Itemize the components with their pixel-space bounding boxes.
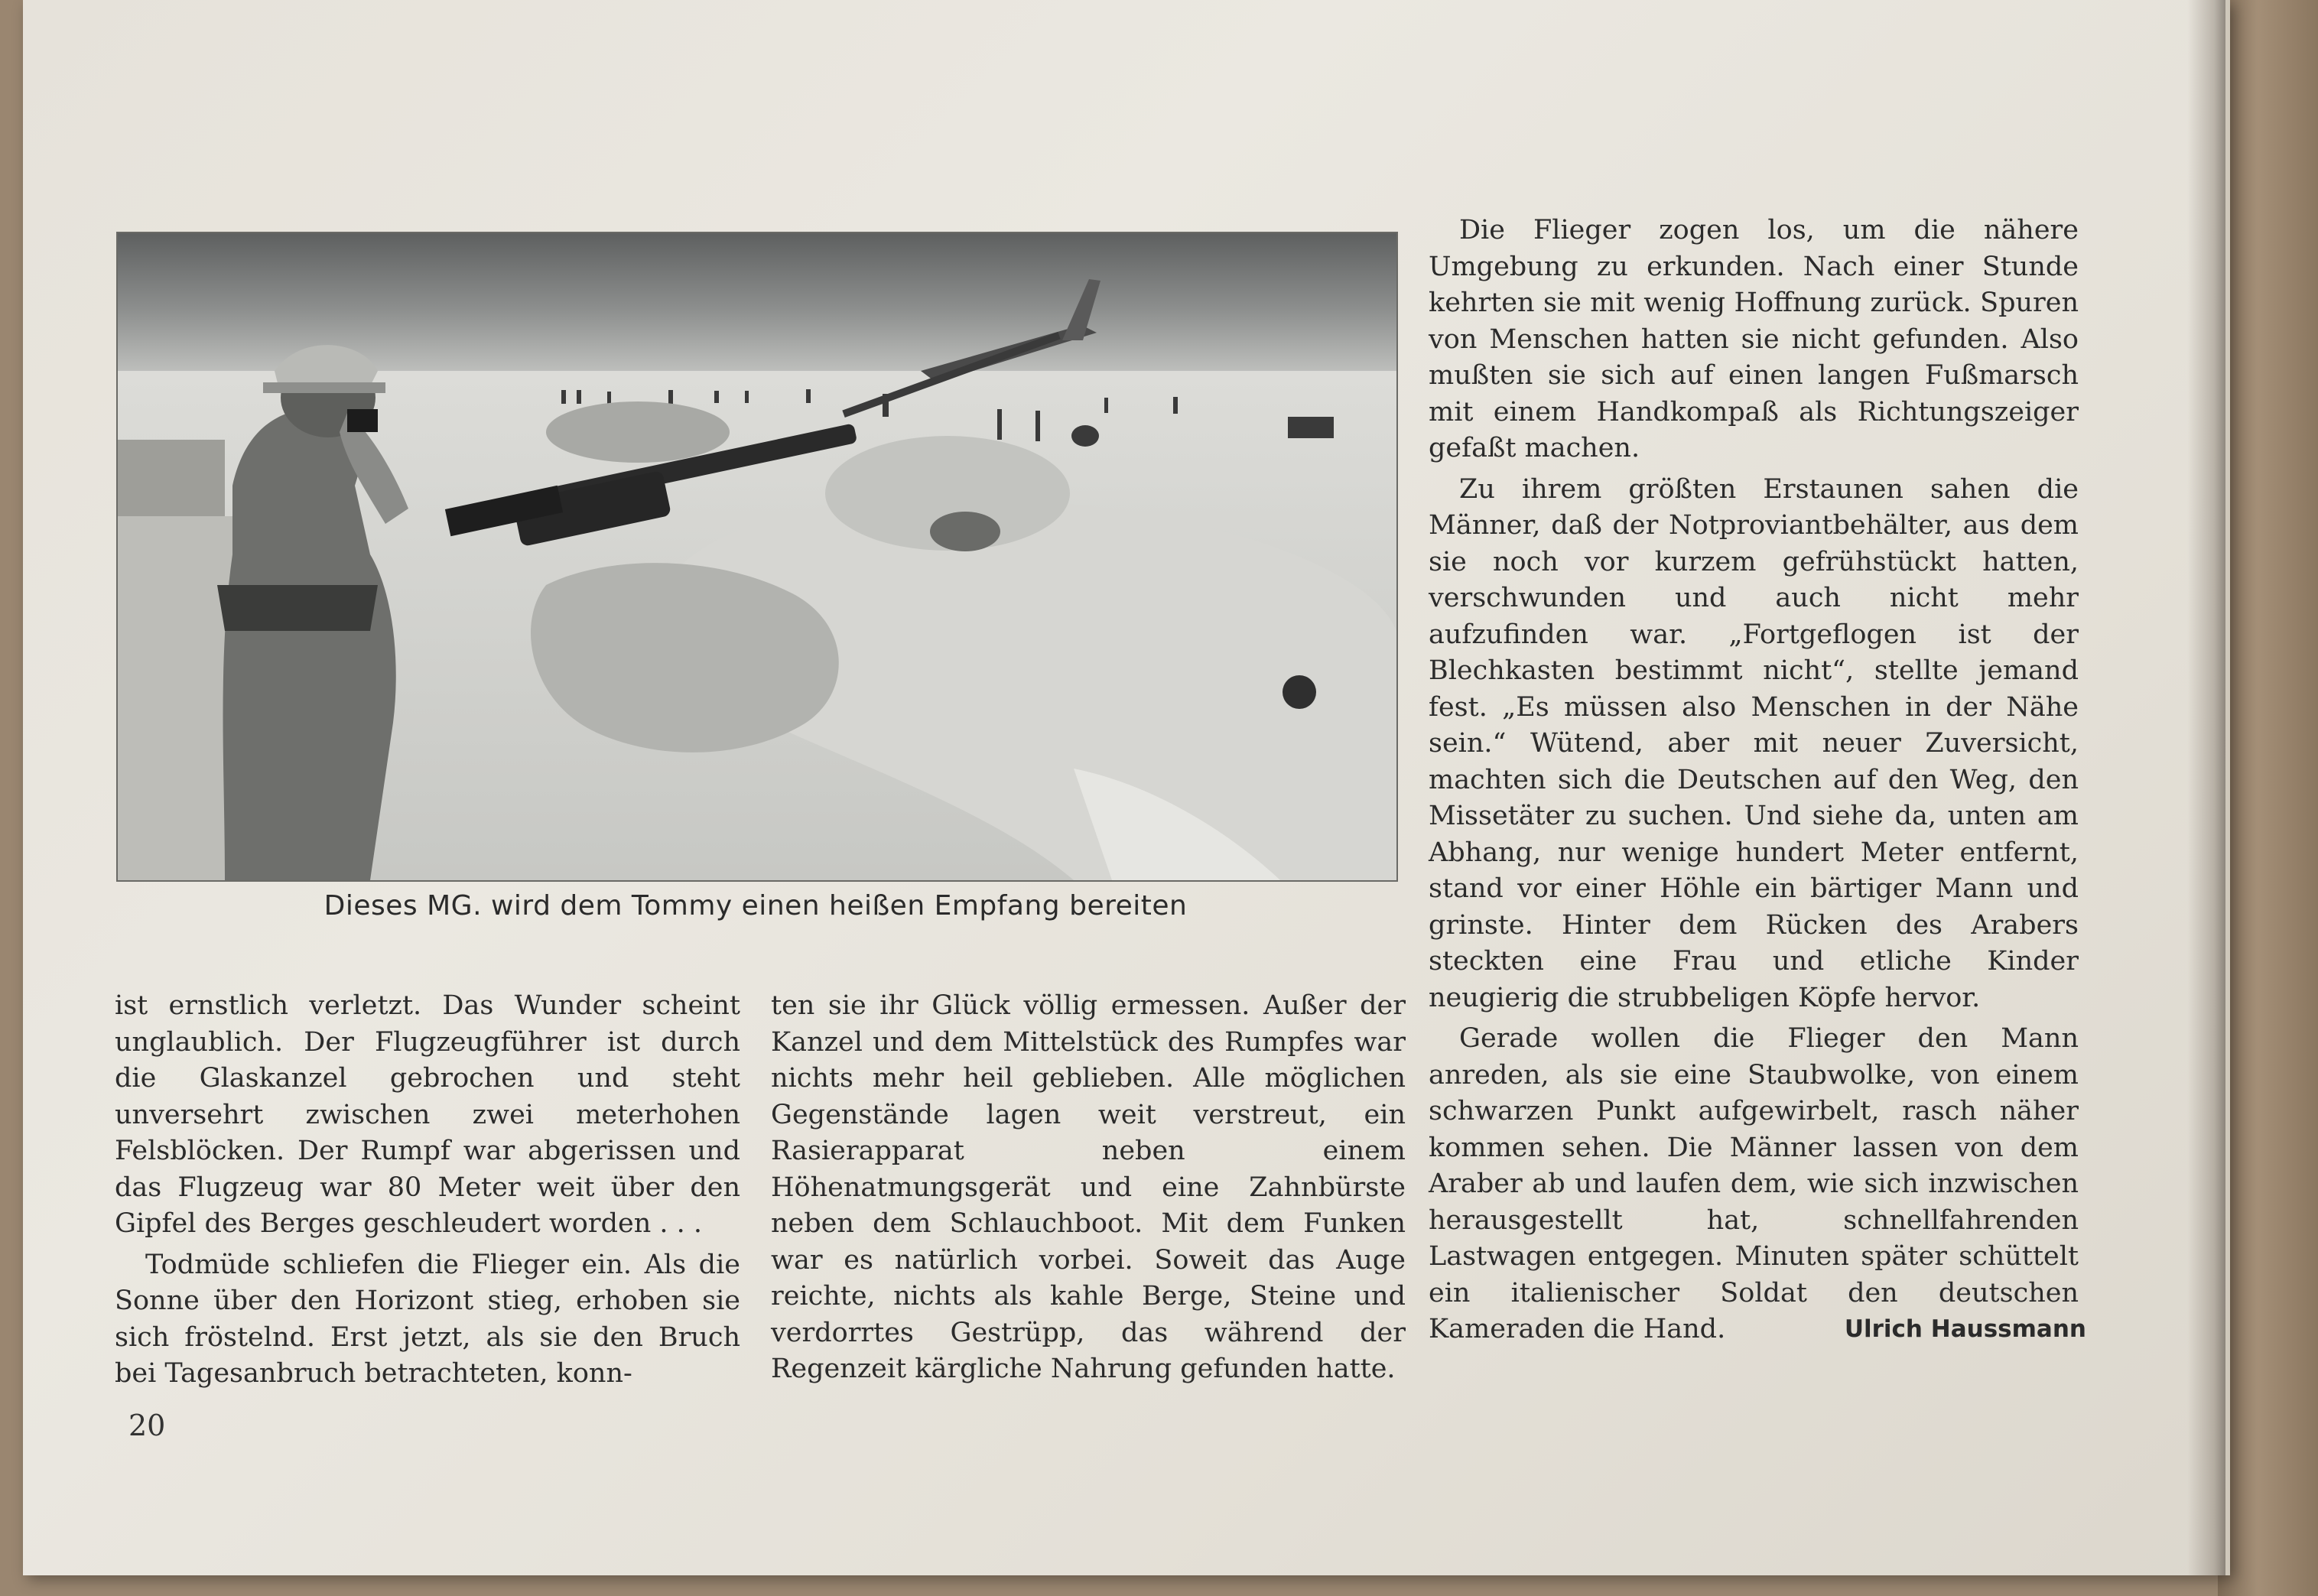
paragraph: Zu ihrem größten Erstaunen sahen die Männer, daß der Notproviantbehälter, aus dem sie noch vor kurzem gefrühstückt hatten, verschwunden und auch nicht mehr aufzufinden war. „Fortgeflogen ist der Blechkasten bestimmt nicht“, stellte jemand fest. „Es müssen also Menschen in der Nähe sein.“ Wütend, aber mit neuer Zuversicht, machten sich die Deutschen auf den Weg, den Missetäter zu suchen. Und siehe da, unten am Abhang, nur wenige hundert Meter entfernt, stand vor einer Höhle ein bärtiger Mann und grinste. Hinter dem Rücken des Arabers steckten eine Frau und etliche Kinder neugierig die strubbeligen Köpfe hervor. (1429, 473, 2079, 1013)
article-photo (116, 232, 1398, 882)
paragraph: Todmüde schliefen die Flieger ein. Als die Sonne über den Horizont stieg, erhoben sie sich fröstelnd. Erst jetzt, als sie den Bruch bei Tagesanbruch betrachteten, konn- (115, 1249, 740, 1389)
photo-caption: Dieses MG. wird dem Tommy einen heißen Empfang bereiten (323, 890, 1188, 922)
page-gutter-shadow (2187, 0, 2225, 1575)
paragraph (1429, 1021, 2086, 1348)
paragraph: ten sie ihr Glück völlig ermessen. Außer der Kanzel und dem Mittelstück des Rumpfes war nichts mehr heil geblieben. Alle möglichen Gegenstände lagen weit verstreut, ein Rasierapparat neben einem Höhenatmungsgerät und eine Zahnbürste neben dem Schlauchboot. Mit dem Funken war es natürlich vorbei. Soweit das Auge reichte, nichts als kahle Berge, Steine und verdorrtes Gestrüpp, das während der Regenzeit kärgliche Nahrung gefunden hatte. (771, 990, 1406, 1384)
page-number: 20 (128, 1409, 166, 1442)
text-column-1 (115, 988, 740, 1393)
author-byline: Ulrich Haussmann (1844, 1315, 2086, 1343)
paragraph-text: Gerade wollen die Flieger den Mann anreden, als sie eine Staubwolke, von einem schwarzen Punkt aufgewirbelt, rasch näher kommen sehen. Die Männer lassen von dem Araber ab und laufen dem, wie sich inzwischen herausgestellt hat, schnellfahrenden Lastwagen entgegen. Minuten später schüttelt ein italienischer Soldat den deutschen Kameraden die Hand. (1429, 1023, 2079, 1344)
paragraph: Die Flieger zogen los, um die nähere Umgebung zu erkunden. Nach einer Stunde kehrten sie mit wenig Hoffnung zurück. Spuren von Menschen hatten sie nicht gefunden. Also mußten sie sich auf einen langen Fußmarsch mit einem Handkompaß als Richtungszeiger gefaßt machen. (1429, 215, 2079, 463)
text-column-2 (771, 988, 1406, 1388)
book-background (2218, 0, 2318, 1596)
paragraph: ist ernstlich verletzt. Das Wunder scheint unglaublich. Der Flugzeugführer ist durch die Glaskanzel gebrochen und steht unversehrt zwischen zwei meterhohen Felsblöcken. Der Rumpf war abgerissen und das Flugzeug war 80 Meter weit über den Gipfel des Berges geschleudert worden . . . (115, 990, 740, 1239)
photo-illustration (118, 233, 1396, 880)
text-column-3 (1429, 213, 2086, 1348)
